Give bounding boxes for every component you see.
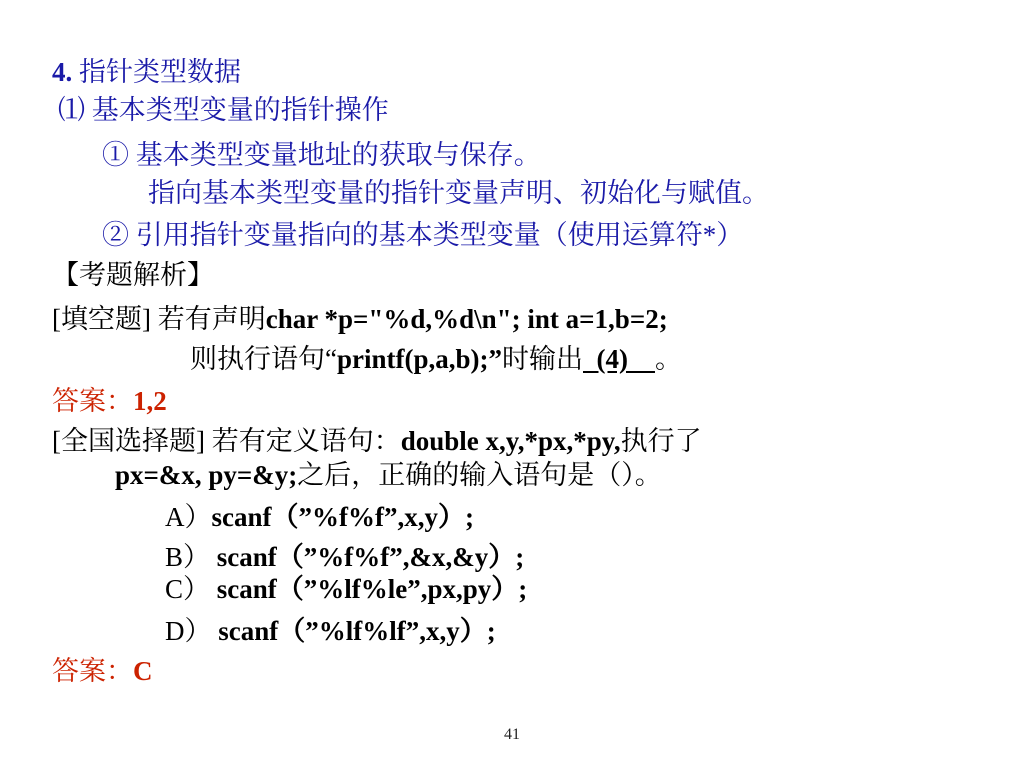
option-d-text: scanf（”%lf%lf”,x,y）; [218,616,496,646]
answer-value: C [133,656,153,686]
question-2-answer [52,654,153,688]
option-b-text: scanf（”%f%f”,&x,&y）; [216,542,525,572]
question-1-blank: (4) [583,344,655,374]
option-c [165,572,527,606]
subsection-1: ⑴ 基本类型变量的指针操作 [58,95,389,125]
option-a [165,500,474,534]
option-d-key: D） [165,616,219,646]
answer-label: 答案： [52,386,133,416]
option-b [165,540,524,574]
question-1-code: char *p="%d,%d\n"; int a=1,b=2; [265,304,668,334]
question-1-line-2-pre: 则执行语句“ [190,344,337,374]
item-1: ① 基本类型变量地址的获取与保存。 [102,140,541,170]
question-1-line-2-end: 。 [654,344,682,374]
question-1-line-2 [190,342,682,376]
question-2-text-end: 执行了 [620,426,702,456]
item-1-detail: 指向基本类型变量的指针变量声明、初始化与赋值。 [148,178,769,208]
question-2-code: double x,y,*px,*py, [400,426,621,456]
section-number: 4. [52,57,73,87]
question-2-line-2-text: 之后，正确的输入语句是（）。 [297,460,662,490]
question-1-answer [52,384,167,418]
question-2-line-2-code: px=&x, py=&y; [115,460,298,490]
question-1-tag: [填空题] [52,304,151,334]
question-2-text: 若有定义语句： [204,426,401,456]
item-2: ② 引用指针变量指向的基本类型变量（使用运算符*） [102,220,744,250]
question-1-text: 若有声明 [150,304,266,334]
question-2-tag: [全国选择题] [52,426,205,456]
option-a-text: scanf（”%f%f”,x,y）; [211,502,474,532]
section-title: 指针类型数据 [79,57,241,87]
section-heading [52,55,241,89]
question-1-line-1 [52,302,668,336]
answer-value: 1,2 [133,386,167,416]
exam-heading: 【考题解析】 [52,260,214,290]
option-c-text: scanf（”%lf%le”,px,py）; [216,574,528,604]
page-number: 41 [504,726,520,743]
question-2-line-1 [52,424,702,458]
question-2-line-2 [115,458,662,492]
question-1-line-2-code: printf(p,a,b);” [336,344,502,374]
answer-label: 答案： [52,656,133,686]
option-c-key: C） [165,574,217,604]
option-d [165,614,496,648]
option-b-key: B） [165,542,217,572]
question-1-line-2-mid: 时输出 [502,344,583,374]
option-a-key: A） [165,502,212,532]
